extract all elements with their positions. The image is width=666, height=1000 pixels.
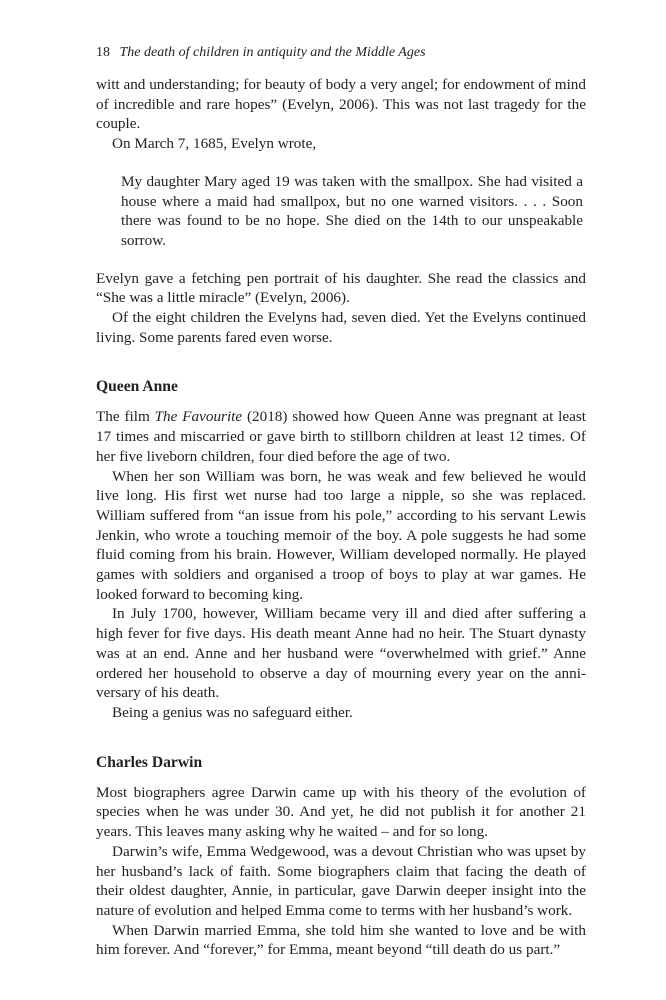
book-page (96, 44, 586, 960)
paragraph: witt and understanding; for beauty of body a very angel; for endowment of mind of incredible and rare hopes” (Evelyn, 2006). This was not last tragedy for the couple. (96, 76, 586, 133)
paragraph: On March 7, 1685, Evelyn wrote, (112, 135, 317, 153)
text-run: The film (96, 408, 155, 426)
paragraph: Being a genius was no safeguard either. (112, 703, 353, 721)
paragraph (96, 407, 586, 466)
block-quote: My daughter Mary aged 19 was taken with the smallpox. She had visited a house where a maid had smallpox, but no one warned visitors. . . . Soon there was found to be no hope. She died on the 14th to our unspeakable sorrow. (121, 172, 583, 249)
paragraph: In July 1700, however, William became very ill and died after suffering a high fever for five days. His death meant Anne had no heir. The Stuart dynasty was at an end. Anne and her husband were “overwhelmed with grief.” Anne ordered her household to observe a day of mourning every year on the anniversary of his death. (96, 605, 586, 702)
section-heading-queen-anne: Queen Anne (96, 378, 178, 396)
paragraph: Most biographers agree Darwin came up with his theory of the evolution of species when he was under 30. And yet, he did not publish it for another 21 years. This leaves many asking why he waited – and for so long. (96, 783, 586, 841)
running-head (96, 44, 586, 62)
page-number: 18 (96, 45, 110, 60)
text-run: (2018) showed how Queen Anne was pregnant at least 17 times and miscarried or gave birth to stillborn children at least 12 times. Of her five liveborn children, four died before the age of two. (96, 408, 586, 465)
section-heading-charles-darwin: Charles Darwin (96, 753, 203, 771)
paragraph: Of the eight children the Evelyns had, seven died. Yet the Evelyns continued living. Some parents fared even worse. (96, 309, 586, 346)
running-title: The death of children in antiquity and the Middle Ages (119, 45, 426, 60)
paragraph: When her son William was born, he was weak and few believed he would live long. His first wet nurse had too large a nipple, so she was replaced. William suffered from “an issue from his pole,” according to his servant Lewis Jenkin, who wrote a touching memoir of the boy. A pole suggests he had some fluid coming from his brain. However, William developed normally. He played games with soldiers and organised a troop of boys to play at war games. He looked forward to becoming king. (96, 467, 586, 603)
film-title: The Favourite (154, 408, 243, 426)
paragraph: Darwin’s wife, Emma Wedgewood, was a devout Christian who was upset by her husband’s lack of faith. Some biographers claim that facing the death of their oldest daughter, Annie, in particular, gave Darwin deeper insight into the nature of evolution and helped Emma come to terms with her husband’s work. (96, 842, 586, 919)
paragraph: When Darwin married Emma, she told him she wanted to love and be with him forever. And “forever,” for Emma, meant beyond “till death do us part.” (96, 921, 586, 959)
paragraph: Evelyn gave a fetching pen portrait of his daughter. She read the classics and “She was a little miracle” (Evelyn, 2006). (96, 269, 586, 307)
